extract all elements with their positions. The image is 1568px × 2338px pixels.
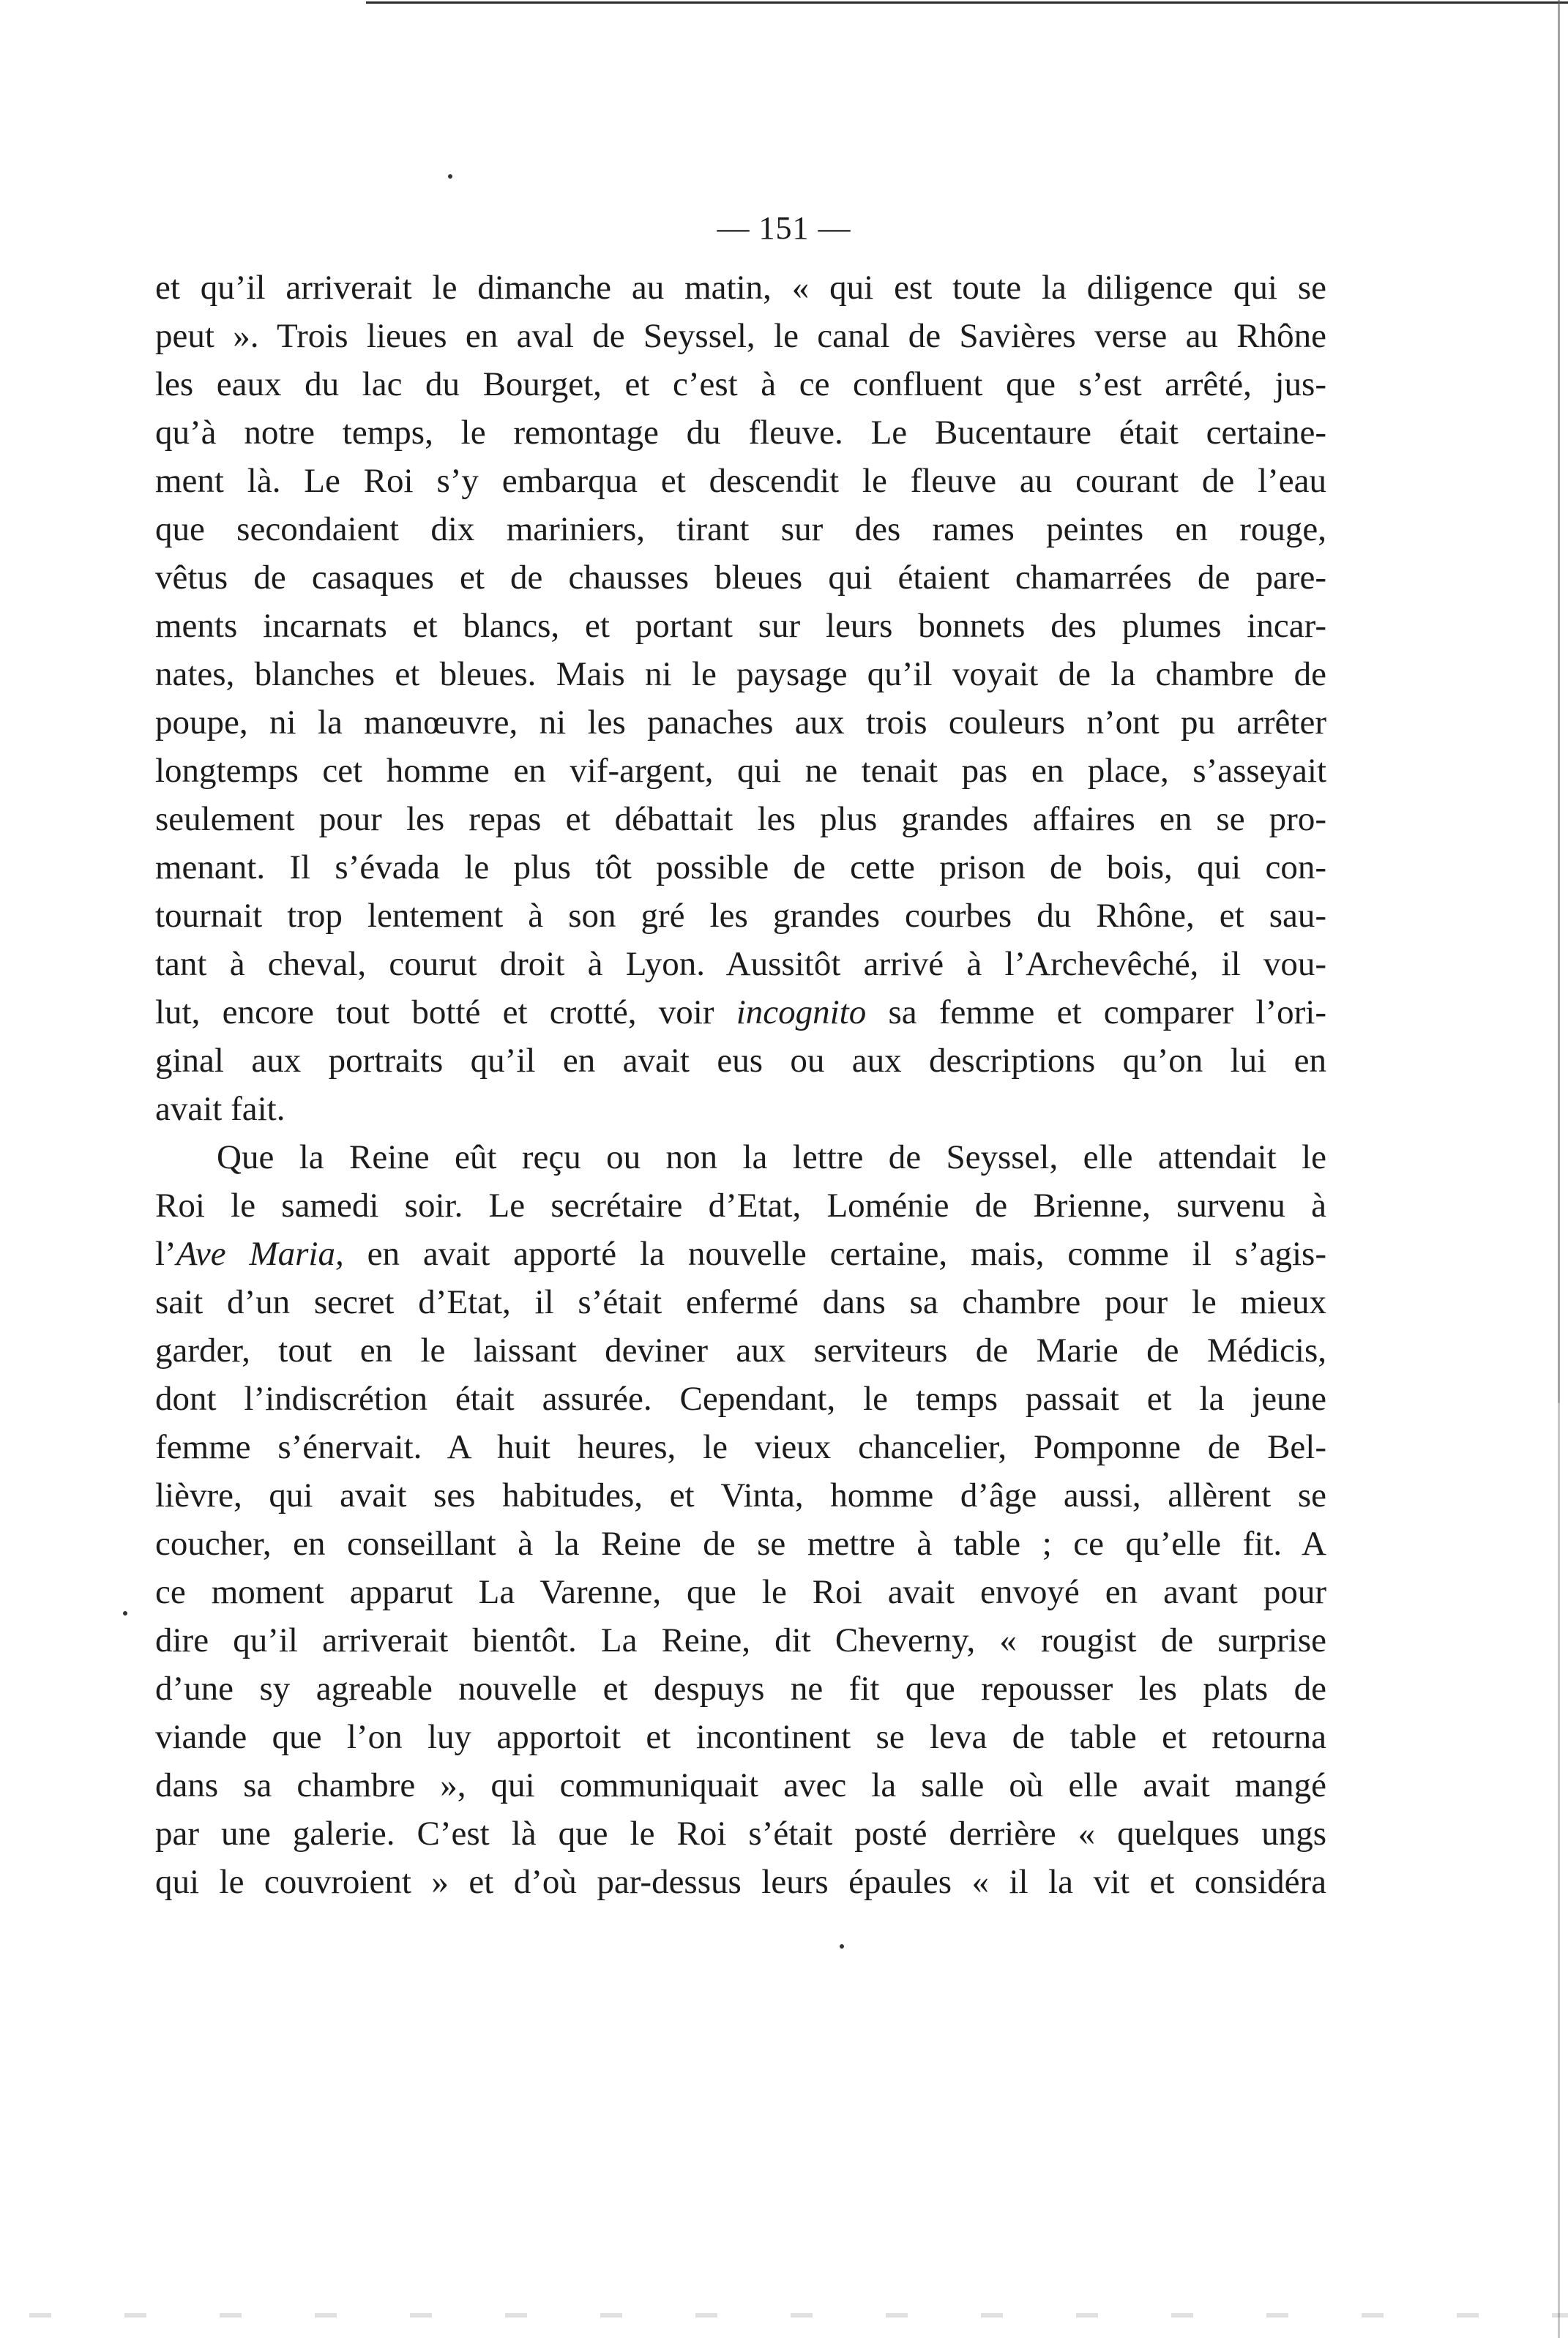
text-line: ce moment apparut La Varenne, que le Roi avait envoyé en avant pour [155, 1573, 1326, 1611]
text-line [155, 1230, 1326, 1278]
text-line: Roi le samedi soir. Le secrétaire d’Etat, Loménie de Brienne, survenu à [155, 1187, 1326, 1225]
text-line: vêtus de casaques et de chausses bleues qui étaient chamarrées de pare- [155, 559, 1326, 597]
text-line: longtemps cet homme en vif-argent, qui ne tenait pas en place, s’asseyait [155, 752, 1326, 790]
ink-speck [448, 174, 452, 179]
text-line: par une galerie. C’est là que le Roi s’était posté derrière « quelques ungs [155, 1815, 1326, 1853]
text-line [155, 988, 1326, 1037]
text-line: poupe, ni la manœuvre, ni les panaches aux trois couleurs n’ont pu arrêter [155, 703, 1326, 742]
page-number: — 151 — [717, 210, 851, 246]
text-line: tournait trop lentement à son gré les grandes courbes du Rhône, et sau- [155, 897, 1326, 935]
text-line: Que la Reine eût reçu ou non la lettre de Seyssel, elle attendait le [217, 1138, 1326, 1176]
top-rule [366, 1, 1568, 4]
ink-speck [840, 1944, 844, 1949]
body-text [155, 264, 1326, 1906]
text-line: qu’à notre temps, le remontage du fleuve. Le Bucentaure était certaine- [155, 414, 1326, 452]
text-line: seulement pour les repas et débattait les plus grandes affaires en se pro- [155, 800, 1326, 838]
text-line: ginal aux portraits qu’il en avait eus ou aux descriptions qu’on lui en [155, 1042, 1326, 1080]
text-line: les eaux du lac du Bourget, et c’est à ce confluent que s’est arrêté, jus- [155, 365, 1326, 403]
text-line: viande que l’on luy apportoit et incontinent se leva de table et retourna [155, 1718, 1326, 1756]
text-segment: l’ [155, 1235, 176, 1273]
text-line: dans sa chambre », qui communiquait avec la salle où elle avait mangé [155, 1766, 1326, 1804]
page-edge-shadow [1558, 0, 1560, 2338]
text-segment: lut, encore tout botté et crotté, voir [155, 993, 736, 1031]
italic-term: Ave Maria, [176, 1235, 344, 1273]
text-segment: en avait apporté la nouvelle certaine, mais, comme il s’agis- [343, 1235, 1326, 1273]
ink-speck [123, 1611, 127, 1616]
text-line: dire qu’il arriverait bientôt. La Reine, dit Cheverny, « rougist de surprise [155, 1621, 1326, 1659]
text-line: ments incarnats et blancs, et portant sur leurs bonnets des plumes incar- [155, 607, 1326, 645]
text-line: lièvre, qui avait ses habitudes, et Vinta, homme d’âge aussi, allèrent se [155, 1476, 1326, 1515]
text-line: que secondaient dix mariniers, tirant sur des rames peintes en rouge, [155, 510, 1326, 548]
text-line: avait fait. [155, 1090, 285, 1128]
text-line: coucher, en conseillant à la Reine de se mettre à table ; ce qu’elle fit. A [155, 1525, 1326, 1563]
text-line: dont l’indiscrétion était assurée. Cependant, le temps passait et la jeune [155, 1380, 1326, 1418]
bottom-scan-noise [0, 2313, 1568, 2318]
text-line: sait d’un secret d’Etat, il s’était enfermé dans sa chambre pour le mieux [155, 1283, 1326, 1321]
text-line: nates, blanches et bleues. Mais ni le paysage qu’il voyait de la chambre de [155, 655, 1326, 693]
text-line: tant à cheval, courut droit à Lyon. Aussitôt arrivé à l’Archevêché, il vou- [155, 945, 1326, 983]
italic-term: incognito [736, 993, 867, 1031]
text-line: et qu’il arriverait le dimanche au matin, « qui est toute la diligence qui se [155, 269, 1326, 307]
text-line: menant. Il s’évada le plus tôt possible de cette prison de bois, qui con- [155, 848, 1326, 886]
text-line: femme s’énervait. A huit heures, le vieux chancelier, Pomponne de Bel- [155, 1428, 1326, 1466]
text-line: peut ». Trois lieues en aval de Seyssel, le canal de Savières verse au Rhône [155, 317, 1326, 355]
text-line: qui le couvroient » et d’où par-dessus leurs épaules « il la vit et considéra [155, 1863, 1326, 1901]
text-line: d’une sy agreable nouvelle et despuys ne fit que repousser les plats de [155, 1670, 1326, 1708]
text-line: garder, tout en le laissant deviner aux serviteurs de Marie de Médicis, [155, 1332, 1326, 1370]
text-line: ment là. Le Roi s’y embarqua et descendit le fleuve au courant de l’eau [155, 462, 1326, 500]
text-segment: sa femme et comparer l’ori- [866, 993, 1326, 1031]
